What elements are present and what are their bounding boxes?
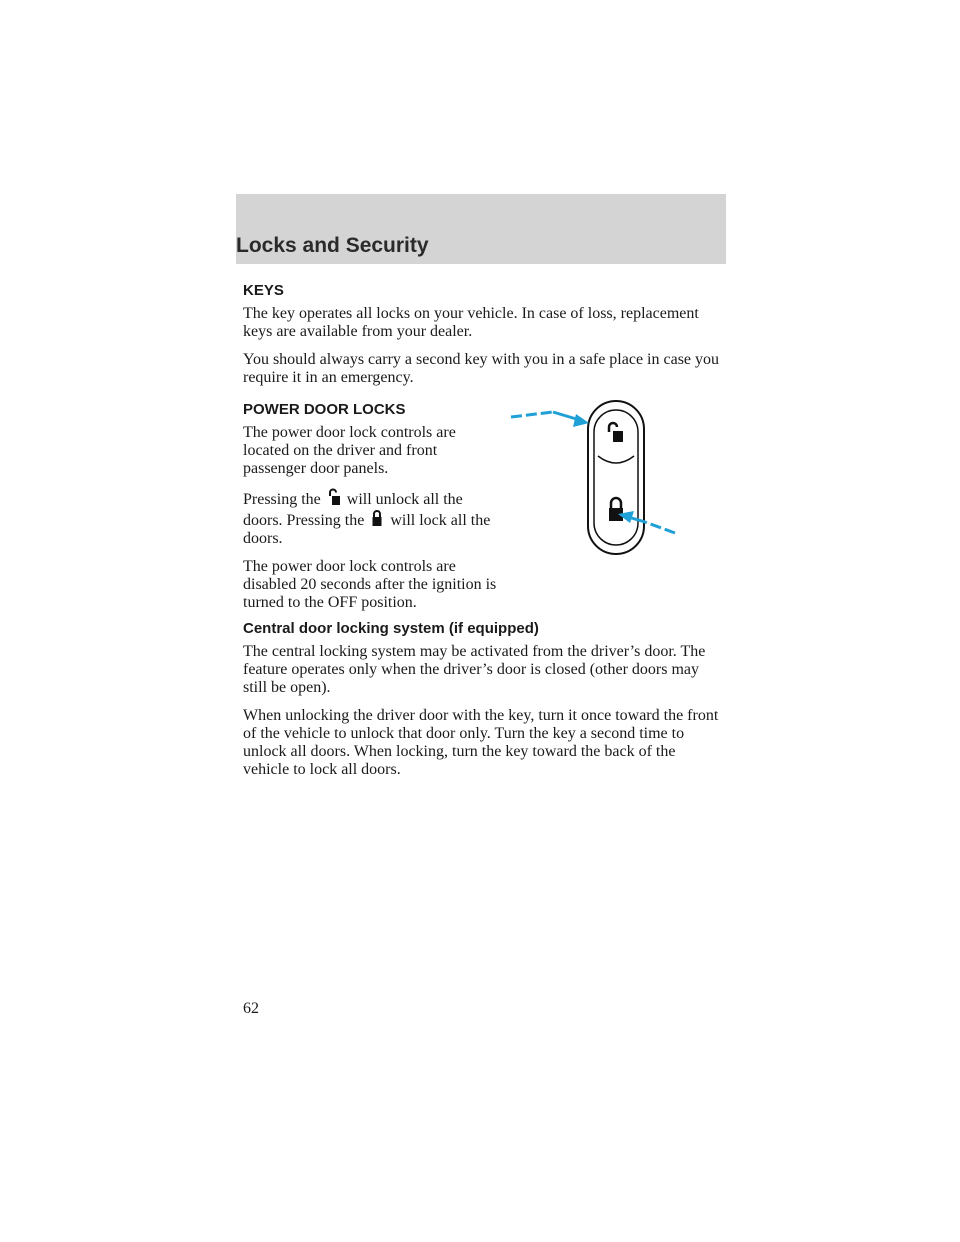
power-locks-text	[243, 424, 498, 612]
power-locks-paragraph-2	[243, 488, 498, 548]
central-locking-paragraph-1: The central locking system may be activated from the driver’s door. The feature operates only when the driver’s door is closed (other doors may still be open).	[243, 643, 706, 696]
power-locks-heading: POWER DOOR LOCKS	[243, 401, 406, 418]
lock-icon	[370, 509, 384, 527]
unlock-icon	[327, 488, 341, 506]
power-locks-paragraph-1: The power door lock controls are located on the driver and front passenger door panels.	[243, 424, 456, 477]
keys-heading: KEYS	[243, 282, 284, 299]
door-lock-switch-diagram	[503, 398, 678, 558]
switch-inner-bezel	[594, 410, 638, 545]
unlock-text: will unlock all the doors. Pressing the	[243, 491, 463, 529]
power-locks-section	[243, 424, 723, 614]
central-locking-paragraph-2: When unlocking the driver door with the key, turn it once toward the front of the vehicle to unlock that door only. Turn the key a second time to unlock all doors. When locking, turn the key toward the back of the vehicle to lock all doors.	[243, 707, 719, 778]
unlock-arrow	[511, 412, 589, 427]
section-title: Locks and Security	[236, 234, 429, 257]
page-content	[243, 276, 723, 789]
lock-text: will lock all the doors.	[243, 512, 491, 547]
keys-paragraph-1: The key operates all locks on your vehicle. In case of loss, replacement keys are available from your dealer.	[243, 305, 699, 340]
power-locks-paragraph-3: The power door lock controls are disabled 20 seconds after the ignition is turned to the OFF position.	[243, 558, 497, 611]
page-number: 62	[243, 1000, 259, 1017]
central-locking-heading: Central door locking system (if equipped)	[243, 620, 539, 637]
pressing-text: Pressing the	[243, 491, 321, 508]
keys-paragraph-2: You should always carry a second key with you in a safe place in case you require it in an emergency.	[243, 351, 720, 386]
